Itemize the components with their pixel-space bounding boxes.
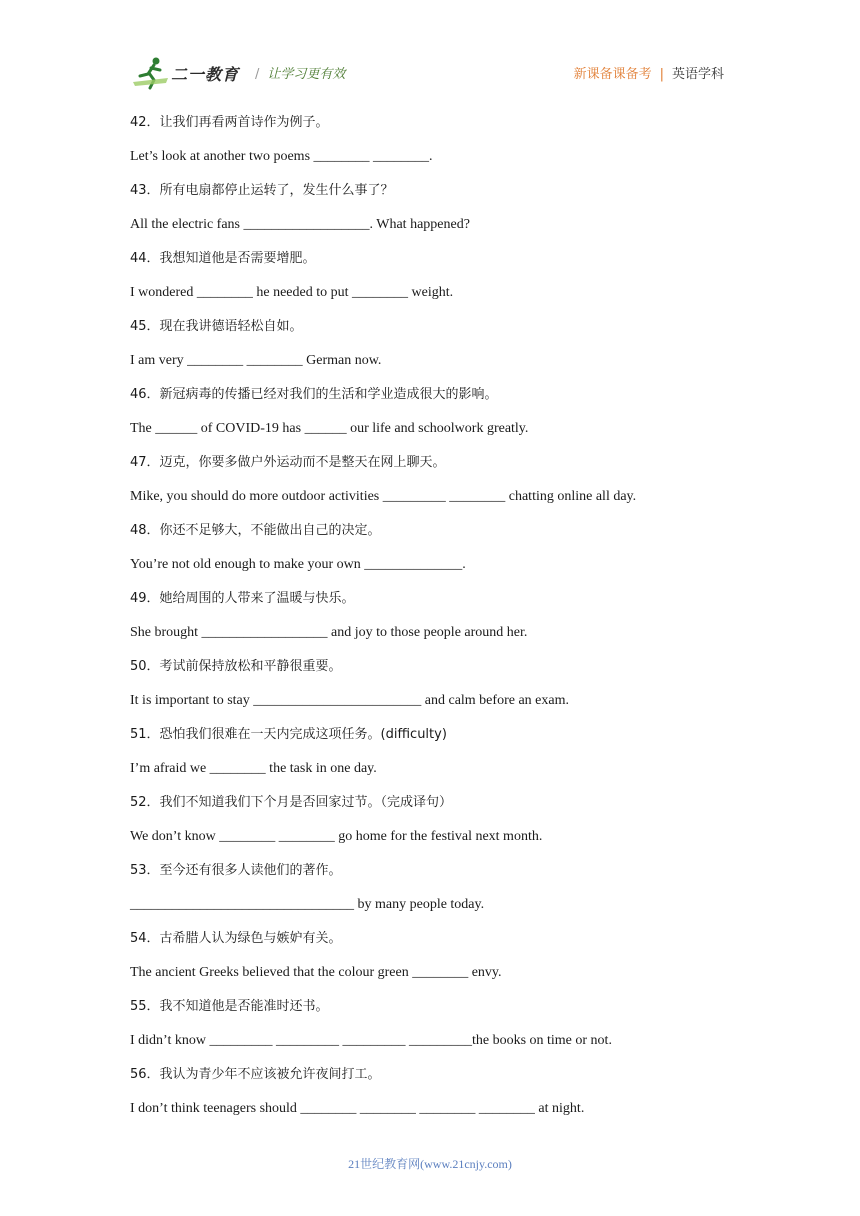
header-separator: |: [659, 67, 664, 82]
question-sentence: The ancient Greeks believed that the colour green ________ envy.: [130, 965, 502, 980]
question-sentence: I didn’t know _________ _________ _________ _________the books on time or not.: [130, 1033, 612, 1048]
slogan-text: 让学习更有效: [267, 67, 346, 82]
question-prompt: 47．迈克，你要多做户外运动而不是整天在网上聊天。: [130, 455, 446, 470]
question-sentence: All the electric fans __________________. What happened?: [130, 217, 470, 232]
question-item: [130, 996, 730, 1052]
page-header: [130, 55, 726, 91]
question-sentence: The ______ of COVID-19 has ______ our life and schoolwork greatly.: [130, 421, 529, 436]
question-sentence: I am very ________ ________ German now.: [130, 353, 382, 368]
question-sentence: ________________________________ by many people today.: [130, 897, 485, 912]
question-prompt: 46．新冠病毒的传播已经对我们的生活和学业造成很大的影响。: [130, 387, 498, 402]
question-item: [130, 724, 730, 780]
question-prompt: 53．至今还有很多人读他们的著作。: [130, 863, 342, 878]
logo-text: 二一教育: [171, 64, 240, 84]
question-prompt: 55．我不知道他是否能准时还书。: [130, 999, 329, 1014]
question-prompt: 54．古希腊人认为绿色与嫉妒有关。: [130, 931, 342, 946]
slogan: [255, 63, 345, 82]
question-item: [130, 1064, 730, 1120]
question-item: [130, 112, 730, 168]
page-footer: 21世纪教育网(www.21cnjy.com): [348, 1157, 512, 1171]
question-prompt: 51．恐怕我们很难在一天内完成这项任务。(difficulty): [130, 727, 447, 742]
question-item: [130, 452, 730, 508]
question-prompt: 52．我们不知道我们下个月是否回家过节。（完成译句）: [130, 795, 453, 810]
question-sentence: It is important to stay ________________________ and calm before an exam.: [130, 693, 569, 708]
question-list: [130, 112, 730, 1132]
question-item: [130, 316, 730, 372]
logo: [130, 55, 239, 91]
question-prompt: 43．所有电扇都停止运转了，发生什么事了？: [130, 183, 394, 198]
header-highlight: 新课备课备考: [573, 67, 652, 82]
question-prompt: 56．我认为青少年不应该被允许夜间打工。: [130, 1067, 381, 1082]
question-item: [130, 180, 730, 236]
question-item: [130, 860, 730, 916]
question-item: [130, 588, 730, 644]
question-sentence: You’re not old enough to make your own ______________.: [130, 557, 466, 572]
slogan-separator: /: [255, 67, 260, 82]
question-item: [130, 928, 730, 984]
question-sentence: I’m afraid we ________ the task in one day.: [130, 761, 377, 776]
question-prompt: 45．现在我讲德语轻松自如。: [130, 319, 303, 334]
question-sentence: Mike, you should do more outdoor activities _________ ________ chatting online all day.: [130, 489, 637, 504]
question-prompt: 48．你还不足够大，不能做出自己的决定。: [130, 523, 381, 538]
question-item: [130, 384, 730, 440]
header-subject: 英语学科: [671, 67, 724, 82]
header-right: [574, 63, 724, 82]
question-sentence: She brought __________________ and joy to those people around her.: [130, 625, 528, 640]
question-sentence: Let’s look at another two poems ________ ________.: [130, 149, 433, 164]
question-sentence: We don’t know ________ ________ go home for the festival next month.: [130, 829, 543, 844]
runner-logo-icon: [130, 56, 170, 90]
question-prompt: 42．让我们再看两首诗作为例子。: [130, 115, 329, 130]
question-sentence: I wondered ________ he needed to put ________ weight.: [130, 285, 454, 300]
question-prompt: 50．考试前保持放松和平静很重要。: [130, 659, 342, 674]
question-item: [130, 792, 730, 848]
question-item: [130, 656, 730, 712]
question-sentence: I don’t think teenagers should ________ ________ ________ ________ at night.: [130, 1101, 585, 1116]
question-prompt: 44．我想知道他是否需要增肥。: [130, 251, 316, 266]
question-item: [130, 248, 730, 304]
question-item: [130, 520, 730, 576]
question-prompt: 49．她给周围的人带来了温暖与快乐。: [130, 591, 355, 606]
